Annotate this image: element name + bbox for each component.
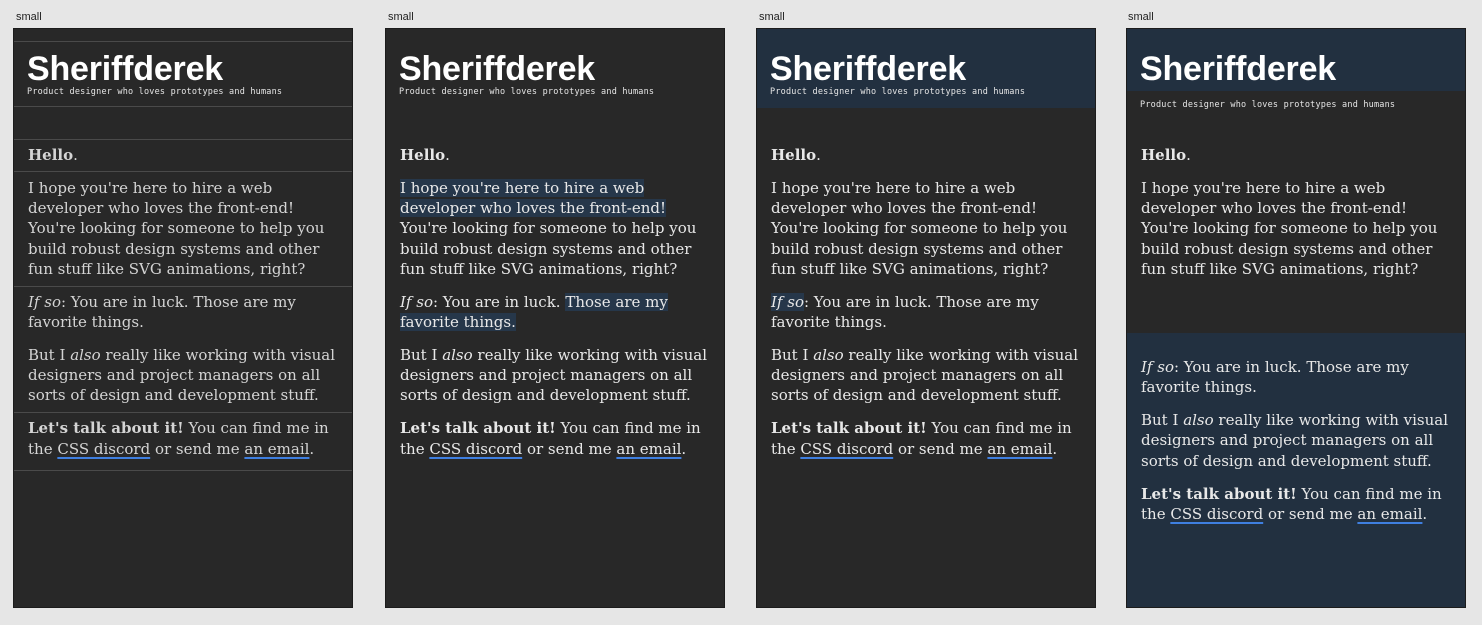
also-em: also — [70, 346, 101, 365]
send-me-text: or send me — [893, 439, 988, 458]
site-title: Sheriffderek — [27, 50, 224, 88]
css-discord-link[interactable]: CSS discord — [57, 439, 151, 458]
ifso-paragraph — [400, 292, 714, 332]
end-punct: . — [1052, 439, 1058, 458]
frame-label: small — [16, 11, 42, 23]
frame-label: small — [759, 11, 785, 23]
also-rest: really like working with visual designers and project managers on all sorts of design and development stuff. — [28, 346, 336, 405]
hello-paragraph — [771, 145, 1085, 165]
also-paragraph — [1141, 410, 1455, 471]
ifso-em: If so — [28, 292, 61, 311]
also-paragraph — [400, 345, 714, 406]
hello-punct: . — [1186, 146, 1191, 164]
contact-paragraph — [1141, 484, 1455, 524]
css-discord-link[interactable]: CSS discord — [1170, 504, 1264, 523]
contact-paragraph — [771, 418, 1085, 458]
intro-paragraph: I hope you're here to hire a web developer who loves the front-end! You're looking for someone to help you build robust design systems and other fun stuff like SVG animations, right? — [771, 179, 1068, 278]
content-top — [1141, 145, 1455, 292]
intro-paragraph: I hope you're here to hire a web developer who loves the front-end! You're looking for someone to help you build robust design systems and other fun stuff like SVG animations, right? — [28, 179, 325, 278]
site-tagline: Product designer who loves prototypes and humans — [399, 87, 655, 97]
ifso-em: If so — [1141, 358, 1174, 376]
email-link[interactable]: an email — [1357, 504, 1423, 523]
divider — [14, 139, 352, 140]
hello-paragraph — [1141, 145, 1455, 165]
send-me-text: or send me — [522, 439, 617, 458]
preview-frame-1 — [13, 28, 353, 608]
end-punct: . — [681, 439, 687, 458]
lets-talk: Let's talk about it! — [771, 419, 927, 438]
frame-label: small — [388, 11, 414, 23]
also-paragraph — [771, 345, 1085, 406]
end-punct: . — [309, 439, 315, 458]
preview-frame-4 — [1126, 28, 1466, 608]
hello-text: Hello — [1141, 146, 1187, 164]
site-tagline: Product designer who loves prototypes and humans — [770, 87, 1026, 97]
email-link[interactable]: an email — [244, 439, 310, 458]
content — [400, 145, 714, 472]
ifso-em: If so — [400, 292, 433, 311]
content-bottom — [1141, 357, 1455, 537]
also-rest: really like working with visual designers and project managers on all sorts of design and development stuff. — [400, 346, 708, 405]
site-title: Sheriffderek — [1140, 50, 1337, 88]
frame-label: small — [1128, 11, 1154, 23]
lets-talk: Let's talk about it! — [400, 419, 556, 438]
site-tagline: Product designer who loves prototypes and humans — [1140, 100, 1396, 110]
email-link[interactable]: an email — [987, 439, 1053, 458]
intro-paragraph — [400, 178, 714, 279]
hello-text: Hello — [400, 146, 446, 164]
also-rest: really like working with visual designers and project managers on all sorts of design and development stuff. — [771, 346, 1079, 405]
hello-text: Hello — [28, 146, 74, 164]
ifso-paragraph — [771, 292, 1085, 332]
site-tagline: Product designer who loves prototypes and humans — [27, 87, 283, 97]
hello-punct: . — [816, 146, 821, 164]
contact-text: You can find me in the — [771, 419, 1072, 458]
preview-frame-3 — [756, 28, 1096, 608]
contact-text: You can find me in the — [1141, 484, 1442, 523]
site-title: Sheriffderek — [399, 50, 596, 88]
hello-paragraph — [400, 145, 714, 165]
divider — [14, 106, 352, 107]
ifso-rest: : You are in luck. — [432, 292, 566, 311]
also-pre: But I — [28, 346, 71, 365]
ifso-rest: : You are in luck. Those are my favorite things. — [771, 292, 1039, 332]
ifso-rest: : You are in luck. Those are my favorite things. — [28, 292, 296, 332]
send-me-text: or send me — [150, 439, 245, 458]
also-pre: But I — [400, 346, 443, 365]
lets-talk: Let's talk about it! — [1141, 484, 1297, 503]
contact-text: You can find me in the — [400, 419, 701, 458]
lets-talk: Let's talk about it! — [28, 419, 184, 438]
hello-punct: . — [73, 146, 78, 164]
content — [771, 145, 1085, 472]
also-em: also — [442, 346, 473, 365]
also-em: also — [813, 346, 844, 365]
email-link[interactable]: an email — [616, 439, 682, 458]
contact-text: You can find me in the — [28, 419, 329, 458]
end-punct: . — [1422, 504, 1428, 523]
content — [28, 145, 342, 472]
also-paragraph — [28, 345, 342, 406]
highlight-sentence: Those are my favorite things. — [400, 292, 668, 332]
highlight-sentence: I hope you're here to hire a web developer who loves the front-end! — [400, 179, 667, 218]
also-em: also — [1183, 411, 1214, 430]
also-rest: really like working with visual designers and project managers on all sorts of design and development stuff. — [1141, 411, 1449, 470]
send-me-text: or send me — [1263, 504, 1358, 523]
ifso-paragraph — [28, 292, 342, 332]
contact-paragraph — [400, 418, 714, 458]
ifso-rest: : You are in luck. Those are my favorite things. — [1141, 358, 1409, 397]
also-pre: But I — [1141, 411, 1184, 430]
contact-paragraph — [28, 418, 342, 458]
site-title: Sheriffderek — [770, 50, 967, 88]
also-pre: But I — [771, 346, 814, 365]
hello-punct: . — [445, 146, 450, 164]
css-discord-link[interactable]: CSS discord — [429, 439, 523, 458]
preview-frame-2 — [385, 28, 725, 608]
ifso-paragraph — [1141, 357, 1455, 397]
intro-rest: You're looking for someone to help you build robust design systems and other fun stuff like SVG animations, right? — [400, 219, 697, 278]
ifso-em: If so — [771, 292, 804, 311]
intro-paragraph: I hope you're here to hire a web developer who loves the front-end! You're looking for someone to help you build robust design systems and other fun stuff like SVG animations, right? — [1141, 179, 1438, 278]
hello-paragraph — [28, 145, 342, 165]
css-discord-link[interactable]: CSS discord — [800, 439, 894, 458]
divider — [14, 41, 352, 42]
hello-text: Hello — [771, 146, 817, 164]
